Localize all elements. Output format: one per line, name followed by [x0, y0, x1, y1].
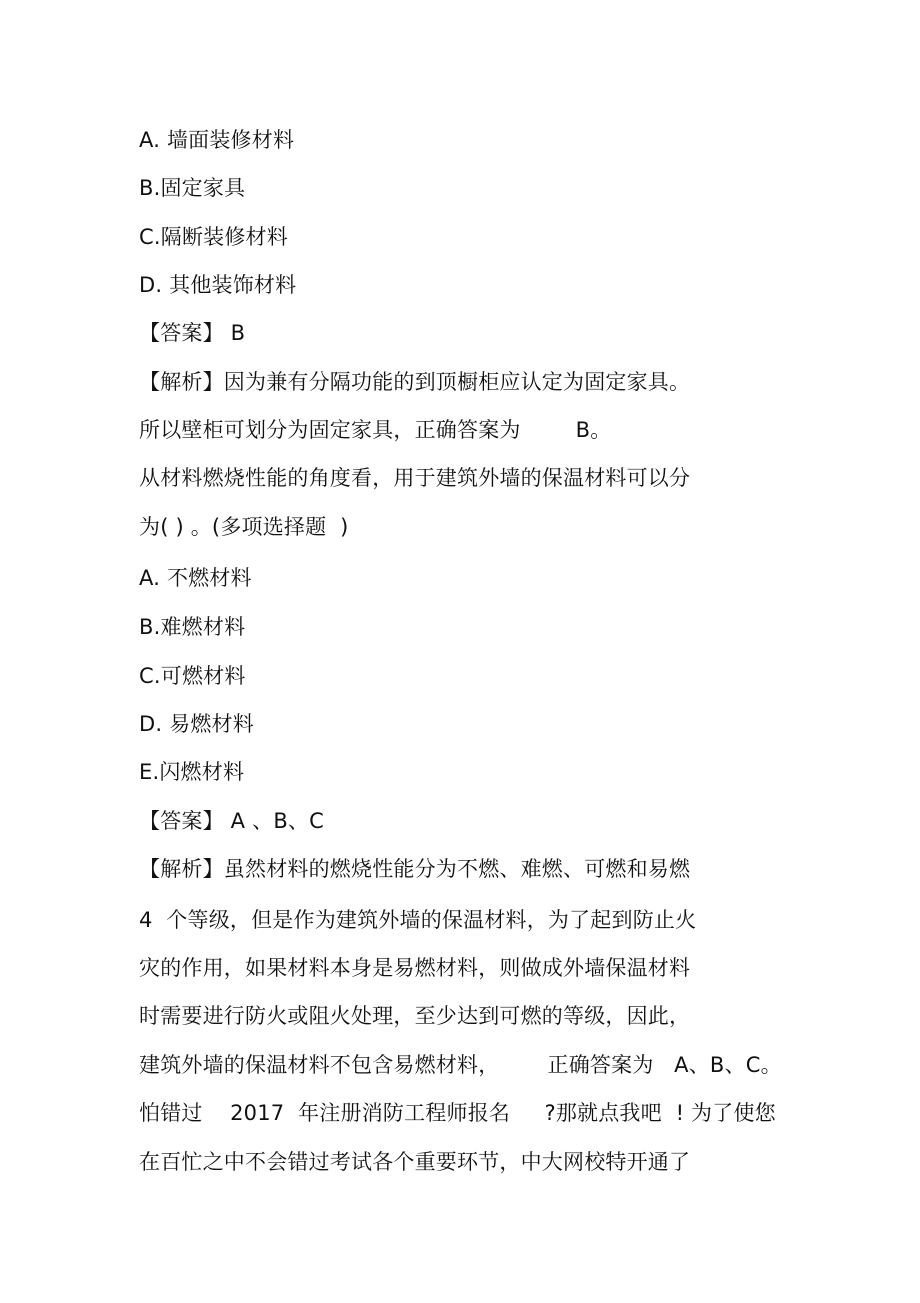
q2-analysis-line: 建筑外墙的保温材料不包含易燃材料， 正确答案为 A、B、C。 [139, 1053, 782, 1077]
q1-analysis-line: 所以壁柜可划分为固定家具，正确答案为 B。 [139, 418, 612, 442]
q1-option-b: B.固定家具 [139, 176, 246, 200]
q2-analysis-line: 时需要进行防火或阻火处理，至少达到可燃的等级，因此， [139, 1004, 691, 1028]
q2-option-b: B.难燃材料 [139, 615, 246, 639]
q1-answer: 【答案】 B [139, 321, 246, 345]
q2-option-c: C.可燃材料 [139, 664, 246, 688]
q2-option-d: D. 易燃材料 [139, 712, 254, 736]
q2-stem-line: 为( ) 。(多项选择题 ) [139, 515, 349, 539]
q1-option-d: D. 其他装饰材料 [139, 273, 297, 297]
promo-line: 怕错过 2017 年注册消防工程师报名 ?那就点我吧 ! 为了使您 [139, 1101, 776, 1125]
q2-stem-line: 从材料燃烧性能的角度看，用于建筑外墙的保温材料可以分 [139, 466, 691, 490]
q1-option-a: A. 墙面装修材料 [139, 128, 295, 152]
q2-analysis-line: 【解析】虽然材料的燃烧性能分为不燃、难燃、可燃和易燃 [139, 857, 691, 881]
q2-analysis-line: 4 个等级，但是作为建筑外墙的保温材料，为了起到防止火 [139, 908, 697, 932]
q2-option-e: E.闪燃材料 [139, 760, 245, 784]
q1-option-c: C.隔断装修材料 [139, 225, 288, 249]
q1-analysis-line: 【解析】因为兼有分隔功能的到顶橱柜应认定为固定家具。 [139, 370, 691, 394]
q2-analysis-line: 灾的作用，如果材料本身是易燃材料，则做成外墙保温材料 [139, 956, 691, 980]
promo-line: 在百忙之中不会错过考试各个重要环节，中大网校特开通了 [139, 1150, 691, 1174]
q2-answer: 【答案】 A 、B、C [139, 809, 324, 833]
q2-option-a: A. 不燃材料 [139, 566, 252, 590]
